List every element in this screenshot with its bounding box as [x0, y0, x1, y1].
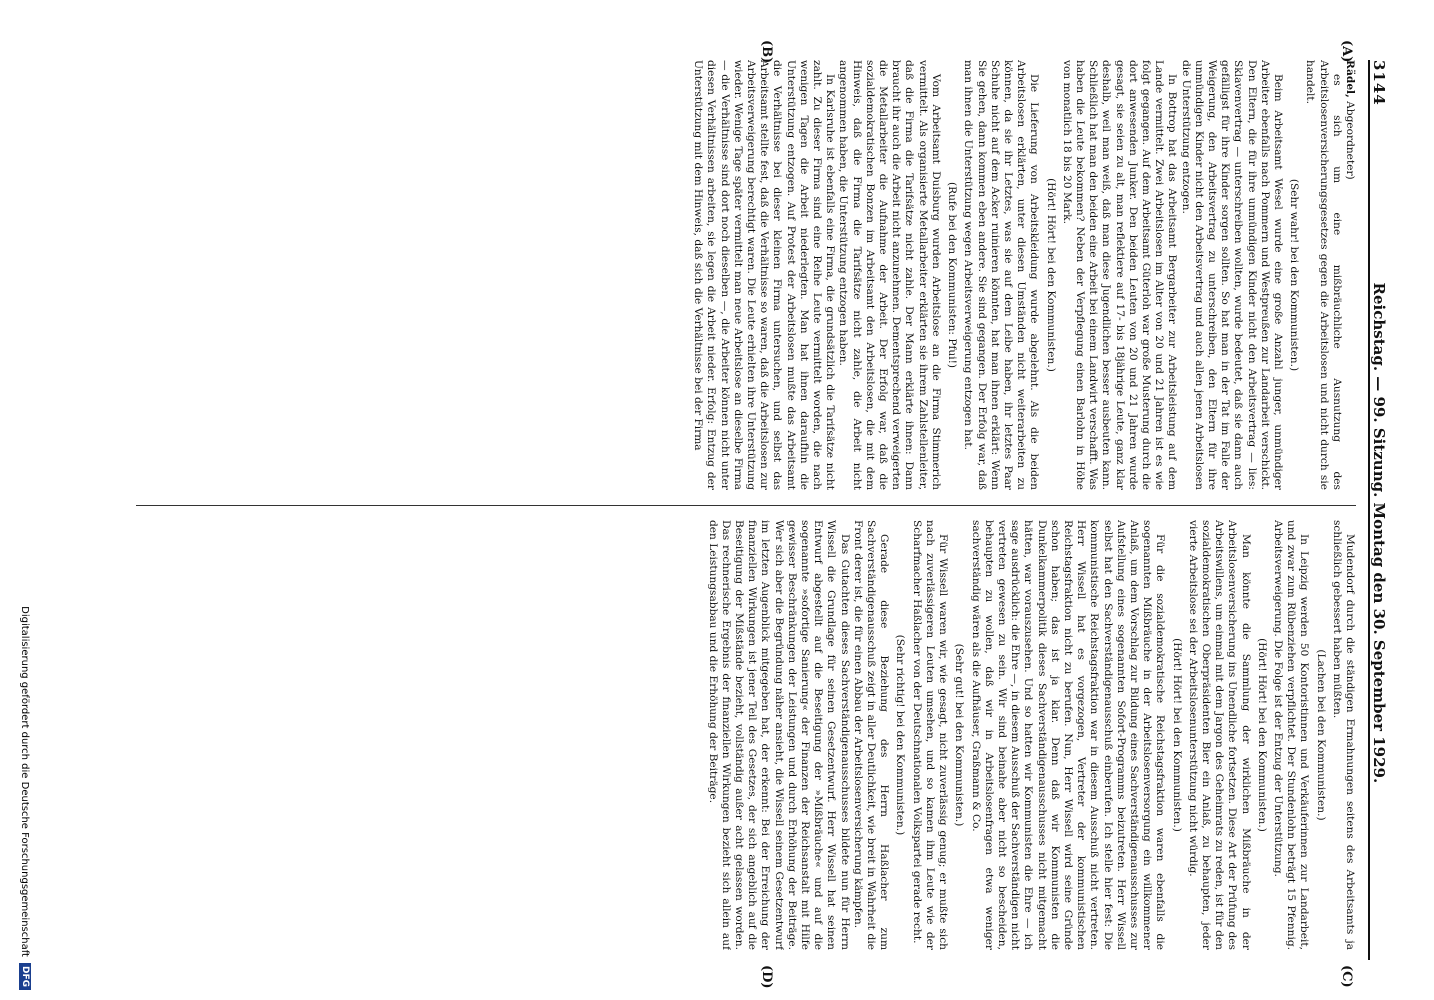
- digitization-footer: [0, 0, 50, 1000]
- paragraph: Das Gutachten dieses Sachverständigenausschusses bildete nun für Herrn Wissell die Grundlage für seinen Gesetzentwurf. Herr Wissell hat seinen Entwurf abgestellt auf die Beseitigung der »Mißbräuche« und auf die sogenannte »sofortige Sanierung« der Finanzen der Reichsanstalt mit Hilfe gewisser Beschränkungen der Leistungen und durch Erhöhung der Beiträge. Wer sich aber die Begründung näher ansieht, die Wissell seinem Gesetzentwurf im letzten Augenblick mitgegeben hat, der erkennt: Bei der Erreichung der finanziellen Wirkungen ist jener Teil des Gesetzes, der sich angeblich auf die Beseitigung der Mißstände bezieht, vollständig außer acht gelassen worden. Das rechnerische Ergebnis der finanziellen Wirkungen bezieht sich allein auf den Leistungsabbau und die Erhöhung der Beiträge.: [706, 520, 851, 950]
- speaker-line: [1343, 60, 1356, 490]
- paragraph: Für Wissell waren wir, wie gesagt, nicht zuverlässig genug; er mußte sich nach zuverlässigeren Leuten umsehen, und so kamen ihm Leute wie der Scharfmacher Haßlacher von der Deutschnationalen Volkspartei gerade recht.: [910, 520, 950, 950]
- speaker-name: Rädel,: [1344, 60, 1356, 98]
- margin-marker-d: (D): [759, 965, 774, 989]
- paragraph: Gerade diese Beziehung des Herrn Haßlacher zum Sachverständigenausschuß zeigt in aller Deutlichkeit, wie breit in Wahrheit die Front derer ist, die für einen Abbau der Arbeitslosenversicherung kämpfen.: [851, 520, 891, 950]
- speaker-role: Abgeordneter): [1344, 101, 1356, 180]
- paragraph: In Karlsruhe ist ebenfalls eine Firma, die grundsätzlich die Tarifsätze nicht zahlt. Zu dieser Firma sind eine Reihe Leute vermittelt worden, die nach wenigen Tagen die Arbeit niederlegten. Man hat ihnen daraufhin die Unterstützung entzogen. Auf Protest der Arbeitslosen mußte das Arbeitsamt die Verhältnisse bei dieser kleinen Firma untersuchen, und selbst das Arbeitsamt stellte fest, daß die Verhältnisse so waren, daß die Arbeitslosen zur Arbeitsverweigerung berechtigt waren. Die Leute erhielten ihre Unterstützung wieder. Wenige Tage später vermittelt man neue Arbeitslose an dieselbe Firma — die Verhältnisse sind dort noch dieselben —, die Arbeiter können nicht unter diesen Verhältnissen arbeiten, sie legen die Arbeit nieder. Erfolg: Entzug der Unterstützung mit dem Hinweis, daß sich die Verhältnisse bei der Firma: [692, 60, 837, 490]
- left-column: [136, 60, 1356, 490]
- paragraph: Man könnte die Sammlung der wirklichen Mißbräuche in der Arbeitslosenversicherung ins Unendliche fortsetzen. Diese Art der Prüfung des Arbeitswillens, um einmal mit dem Jargon des Geheimrats zu reden, ist für den sozialdemokratischen Oberpräsidenten Bier ein Anlaß, zu behaupten, jeder vierte Arbeitslose sei der Arbeitslosenunterstützung nicht würdig.: [1186, 520, 1252, 950]
- interjection: (Sehr wahr! bei den Kommunisten.): [1288, 178, 1301, 372]
- interjection: (Hört! Hört! bei den Kommunisten.): [1044, 178, 1057, 372]
- margin-marker-b: (B): [759, 40, 774, 64]
- paragraph: Beim Arbeitsamt Wesel wurde eine große Anzahl junger, unmündiger Arbeiter ebenfalls nach Pommern und Westpreußen zur Landarbeit verschickt. Den Eltern, die für ihre unmündigen Kinder nicht den Arbeitsvertrag — lies: Sklavenvertrag — unterschreiben wollten, wurde bedeutet, daß sie dann auch gefälligst für ihre Kinder sorgen sollten. So hat man in der Tat im Falle der Weigerung, den Arbeitsvertrag zu unterschreiben, den Eltern für ihre unmündigen Kinder nicht den Arbeitsvertrag und auch allen jenen Arbeitslosen die Unterstützung entzogen.: [1179, 60, 1284, 490]
- paragraph: Für die sozialdemokratische Reichstagsfraktion waren ebenfalls die sogenannten Mißbräuche in der Arbeitslosenversorgung ein willkommener Anlaß, um dem Vorschlag zur Bildung eines Sachverständigenausschusses zur Aufstellung eines sogenannten Sofort-Programms beizutreten. Herr Wissell selbst hat den Sachverständigenausschuß einberufen. Ich stelle hier fest: Die kommunistische Reichstagsfraktion war in diesem Ausschuß nicht vertreten. Herr Wissell hat es vorgezogen, Vertreter der kommunistischen Reichstagsfraktion nicht zu berufen. Nun, Herr Wissell wird seine Gründe schon haben; das ist ja klar. Denn daß wir Kommunisten die Dunkelkammerpolitik dieses Sachverständigenausschusses nicht mitgemacht hätten, war vorauszusehen. Und so hatten wir Kommunisten die Ehre — ich sage ausdrücklich: die Ehre —, in diesem Ausschuß der Sachverständigen nicht vertreten gewesen zu sein. Wir sind beinahe aber nicht so bescheiden, behaupten zu wollen, daß wir in Arbeitslosenfragen etwa weniger sachverständig wären als die Aufhäuser, Graßmann & Co.: [969, 520, 1167, 950]
- paragraph: es sich um eine mißbräuchliche Ausnutzung des Arbeitslosenversicherungsgesetzes gegen die Arbeitslosen und nicht durch sie handelt.: [1304, 60, 1343, 490]
- interjection: (Sehr gut! bei den Kommunisten.): [953, 643, 966, 827]
- right-column: [136, 520, 1356, 950]
- footer-text: Digitalisierung gefördert durch die Deutsche Forschungsgemeinschaft: [19, 606, 31, 957]
- interjection: (Sehr richtig! bei den Kommunisten.): [894, 634, 907, 836]
- page-header: [1368, 60, 1394, 960]
- paragraph: In Bottrop hat das Arbeitsamt Bergarbeiter zur Arbeitsleistung auf dem Lande vermittelt. Zwei Arbeitslosen im Alter von 20 und 21 Jahren ist es wie folgt gegangen. Auf dem Arbeitsamt Güterloh war große Musterung durch die dort anwesenden Junker. Den beiden Leuten von 20 und 21 Jahren wurde gesagt, sie seien zu alt, man reflektiere auf 17- bis 18jährige Leute, ganz klar deshalb, weil man weiß, daß man diese Jugendlichen besser ausbeuten kann. Schließlich hat man den beiden eine Arbeit bei einem Landwirt verschafft. Was haben die Leute bekommen? Neben der Verpflegung einen Barlohn in Höhe von monatlich 18 bis 20 Mark.: [1060, 60, 1179, 490]
- column-divider: [136, 505, 1356, 506]
- interjection: (Hört! Hört! bei den Kommunisten.): [1170, 638, 1183, 832]
- dfg-logo-icon: DFG: [19, 963, 31, 990]
- paragraph: Mudendorf durch die ständigen Ermahnungen seitens des Arbeitsamts ja schließlich gebessert haben müßten.: [1330, 520, 1356, 950]
- page-number: 3144: [1370, 60, 1388, 106]
- margin-marker-c: (C): [1339, 965, 1354, 988]
- margin-marker-a: (A): [1339, 40, 1354, 63]
- interjection: (Rufe bei den Kommunisten: Pfui!): [946, 181, 959, 369]
- paragraph: Vom Arbeitsamt Duisburg wurden Arbeitslose an die Firma Stimmerich vermittelt. Als organisierte Metallarbeiter erklärten sie ihrem Zahlstellenleiter, daß die Firma die Tarifsätze nicht zahle. Der Mann erklärte ihnen: Dann braucht ihr auch die Arbeit nicht anzunehmen. Dementsprechend verweigerten die Metallarbeiter die Aufnahme der Arbeit. Der Erfolg war, daß die sozialdemokratischen Bonzen im Arbeitsamt den Arbeitslosen, die mit dem Hinweis, daß die Firma die Tarifsätze nicht zahle, die Arbeit nicht angenommen haben, die Unterstützung entzogen haben.: [837, 60, 942, 490]
- paragraph: In Leipzig werden 50 Kontoristinnen und Verkäuferinnen zur Landarbeit, und zwar zum Rübenziehen verpflichtet. Der Stundenlohn beträgt 15 Pfennig. Arbeitsverweigerung. Die Folge ist der Entzug der Unterstützung.: [1271, 520, 1311, 950]
- page-title: Reichstag. — 99. Sitzung. Montag den 30. September 1929.: [1370, 282, 1388, 784]
- interjection: (Lachen bei den Kommunisten.): [1314, 649, 1327, 821]
- interjection: (Hört! Hört! bei den Kommunisten.): [1255, 638, 1268, 832]
- paragraph: Die Lieferung von Arbeitskleidung wurde abgelehnt. Als die beiden Arbeitslosen erklärten, unter diesen Umständen nicht weiterarbeiten zu können, da sie ihr Letztes, was sie auf dem Leibe haben, ihr letztes Paar Schuhe nicht auf dem Acker ruinieren könnten, hat man ihnen erklärt: Wenn Sie gehen, dann kommen eben andere. Sie sind gegangen. Der Erfolg war, daß man ihnen die Unterstützung wegen Arbeitsverweigerung entzogen hat.: [962, 60, 1041, 490]
